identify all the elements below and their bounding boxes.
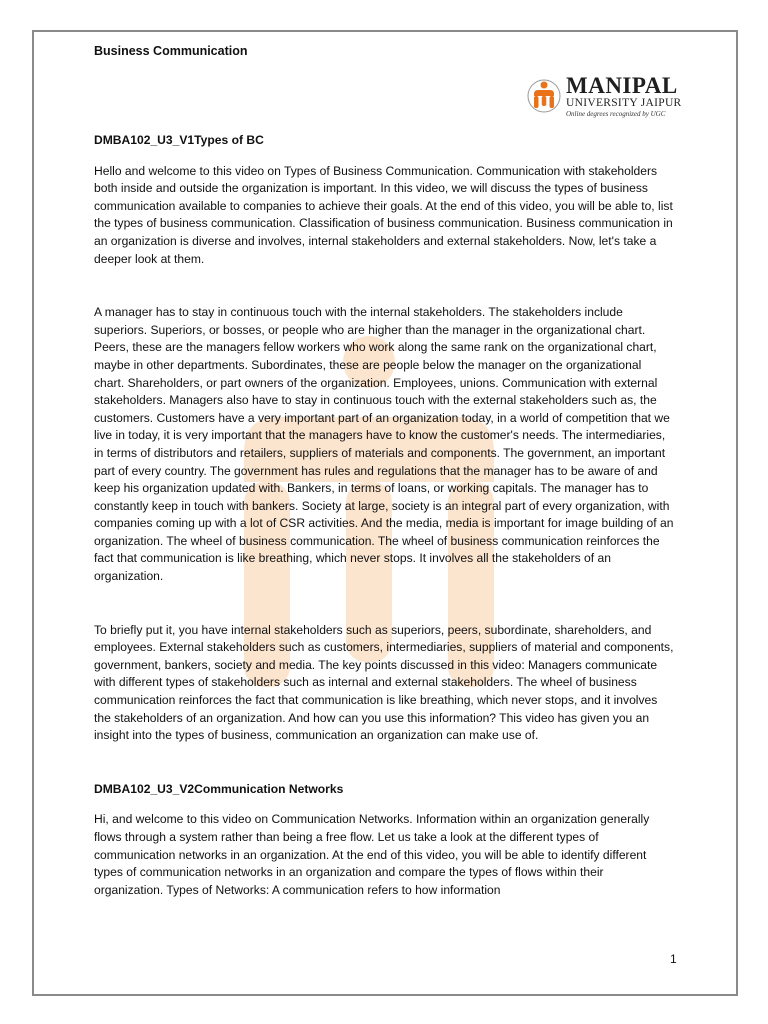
document-header: Business Communication	[94, 44, 248, 58]
paragraph-stakeholders: A manager has to stay in continuous touch with the internal stakeholders. The stakeholders include superiors. Superiors, or bosses, or people who are higher than the manager in the organizational chart. Peers, these are the managers fellow workers who work along the same rank on the organizational chart, maybe in other departments. Subordinates, these are people below the manager on the organizational chart. Shareholders, or part owners of the organization. Employees, unions. Communication with external stakeholders. Managers also have to stay in continuous touch with the external stakeholders such as, the customers. Customers have a very important part of an organization today, in a world of competition that we live in today, it is very important that the managers have to know the customer's needs. The intermediaries, in terms of distributors and retailers, suppliers of materials and components. The government, an important part of every country. The government has rules and regulations that the manager has to be aware of and keep his organization updated with. Bankers, in terms of loans, or working capitals. The manager has to constantly keep in touch with bankers. Society at large, society is an integral part of every organization, with companies coming up with a lot of CSR activities. And the media, media is important for image building of an organization. The wheel of business communication. The wheel of business communication reinforces the fact that communication is like breathing, which never stops. It involves all the stakeholders of an organization.	[94, 305, 674, 584]
manipal-emblem-icon	[526, 76, 562, 120]
logo-subtitle: UNIVERSITY JAIPUR	[566, 97, 682, 109]
paragraph-intro: Hello and welcome to this video on Types of Business Communication. Communication with stakeholders both inside and outside the organization is important. In this video, we will discuss the types of business communication available to companies to achieve their goals. At the end of this video, you will be able to, list the types of business communication. Classification of business communication. Business communication in an organization is diverse and involves, internal stakeholders and external stakeholders. Now, let's take a deeper look at them.	[94, 163, 673, 266]
logo-title: MANIPAL	[566, 73, 678, 98]
section-heading-types-of-bc: DMBA102_U3_V1Types of BC	[94, 133, 264, 147]
paragraph-summary: To briefly put it, you have internal stakeholders such as superiors, peers, subordinate, shareholders, and employees. External stakeholders such as customers, intermediaries, suppliers of material and components, government, bankers, society and media. The key points discussed in this video: Managers communicate with different types of stakeholders such as internal and external stakeholders. The wheel of business communication reinforces the fact that communication is like breathing, which never stops, and it involves the stakeholders of an organization. And how can you use this information? This video has given you an insight into the types of business, communication an organization can make use of.	[94, 622, 674, 743]
document-page	[32, 30, 738, 996]
section-heading-communication-networks: DMBA102_U3_V2Communication Networks	[94, 781, 344, 796]
logo-tagline: Online degrees recognized by UGC	[566, 110, 666, 118]
document-body	[94, 132, 674, 899]
page-number: 1	[670, 952, 677, 966]
manipal-logo	[526, 74, 686, 122]
paragraph-networks-intro: Hi, and welcome to this video on Communication Networks. Information within an organization generally flows through a system rather than being a free flow. Let us take a look at the different types of communication networks in an organization. At the end of this video, you will be able to identify different types of communication networks in an organization and compare the types of flows within their organization. Types of Networks: A communication refers to how information	[94, 812, 650, 897]
